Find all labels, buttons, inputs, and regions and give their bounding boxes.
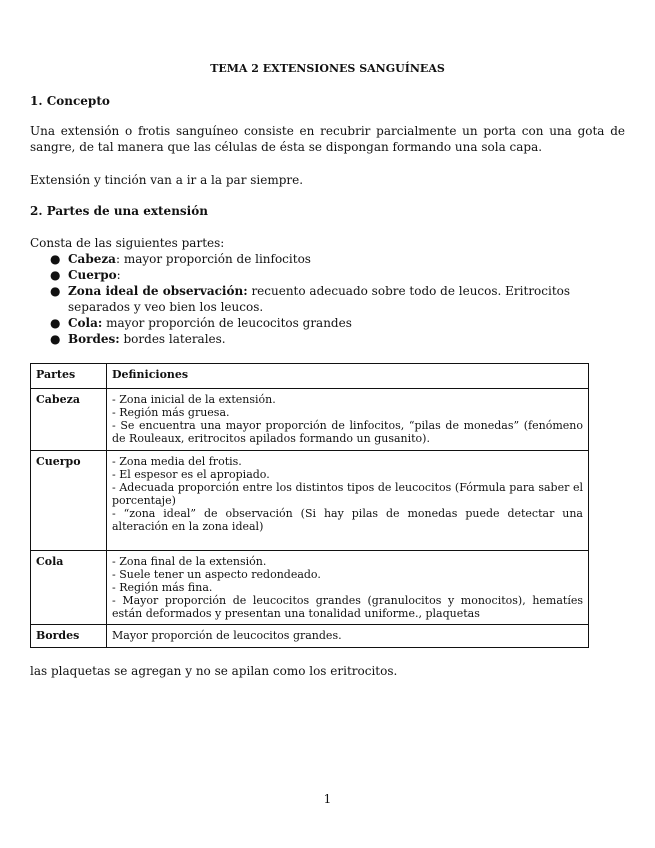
list-item xyxy=(30,267,626,283)
table-row xyxy=(31,625,589,648)
table-cell-part: Bordes xyxy=(31,625,107,648)
list-item-desc: mayor proporción de leucocitos grandes xyxy=(102,316,352,330)
definition-line: - Zona final de la extensión. xyxy=(112,555,267,568)
definitions-table xyxy=(30,363,589,648)
list-item-term: Bordes: xyxy=(68,332,120,346)
table-row xyxy=(31,451,589,551)
page-number: 1 xyxy=(323,792,332,806)
definition-line: - Zona inicial de la extensión. xyxy=(112,393,276,406)
bullet-icon: ● xyxy=(50,332,61,346)
table-cell-part: Cola xyxy=(31,551,107,625)
list-item xyxy=(30,331,626,347)
table-cell-definition xyxy=(107,625,589,648)
list-item-term: Zona ideal de observación: xyxy=(68,284,248,298)
table-cell-definition xyxy=(107,389,589,451)
list-item-sep: : xyxy=(116,268,121,282)
table-row xyxy=(31,389,589,451)
bullet-icon: ● xyxy=(50,316,61,330)
list-item xyxy=(30,315,626,331)
table-cell-definition xyxy=(107,451,589,551)
bullet-icon: ● xyxy=(50,284,61,298)
closing-paragraph: las plaquetas se agregan y no se apilan como los eritrocitos. xyxy=(30,664,398,678)
definition-line: - Región más fina. xyxy=(112,581,213,594)
definition-line: - Región más gruesa. xyxy=(112,406,230,419)
table-header-partes: Partes xyxy=(31,364,107,389)
list-item xyxy=(30,283,626,315)
document-title: TEMA 2 EXTENSIONES SANGUÍNEAS xyxy=(210,62,445,75)
section-heading-concepto: 1. Concepto xyxy=(30,94,110,108)
bullet-icon: ● xyxy=(50,268,61,282)
list-item-term: Cabeza xyxy=(68,252,116,266)
list-item-sep: : xyxy=(115,252,120,266)
list-item-desc: recuento adecuado sobre todo de leucos. Eritrocitos separados y veo bien los leucos. xyxy=(68,284,571,314)
parts-list xyxy=(30,251,626,347)
definition-line: - Zona media del frotis. xyxy=(112,455,242,468)
table-cell-part: Cabeza xyxy=(31,389,107,451)
list-item-desc: mayor proporción de linfocitos xyxy=(120,252,311,266)
table-row xyxy=(31,551,589,625)
definition-line: - Suele tener un aspecto redondeado. xyxy=(112,568,321,581)
bullet-icon: ● xyxy=(50,252,61,266)
concepto-paragraph: Una extensión o frotis sanguíneo consiste en recubrir parcialmente un porta con una gota de sangre, de tal manera que las células de ésta se dispongan formando una sola capa. xyxy=(30,124,625,154)
list-item-term: Cola: xyxy=(68,316,103,330)
extension-tincion-paragraph: Extensión y tinción van a ir a la par siempre. xyxy=(30,173,304,187)
table-header-row xyxy=(31,364,589,389)
table-cell-part: Cuerpo xyxy=(31,451,107,551)
list-item-term: Cuerpo xyxy=(68,268,117,282)
list-item-desc: bordes laterales. xyxy=(119,332,226,346)
definition-line: - Adecuada proporción entre los distintos tipos de leucocitos (Fórmula para saber el porcentaje) xyxy=(112,481,583,507)
table-header-definiciones: Definiciones xyxy=(107,364,589,389)
definition-line: - “zona ideal” de observación (Si hay pilas de monedas puede detectar una alteración en la zona ideal) xyxy=(112,507,583,533)
list-item xyxy=(30,251,626,267)
definition-line: - El espesor es el apropiado. xyxy=(112,468,270,481)
definition-line: Mayor proporción de leucocitos grandes. xyxy=(112,629,342,642)
section-heading-partes: 2. Partes de una extensión xyxy=(30,204,208,218)
definition-line: - Se encuentra una mayor proporción de linfocitos, “pilas de monedas” (fenómeno de Rouleaux, eritrocitos apilados formando un gusanito). xyxy=(112,419,583,445)
definition-line: - Mayor proporción de leucocitos grandes (granulocitos y monocitos), hematíes están deformados y presentan una tonalidad uniforme., plaquetas xyxy=(112,594,583,620)
partes-intro: Consta de las siguientes partes: xyxy=(30,236,225,250)
table-cell-definition xyxy=(107,551,589,625)
